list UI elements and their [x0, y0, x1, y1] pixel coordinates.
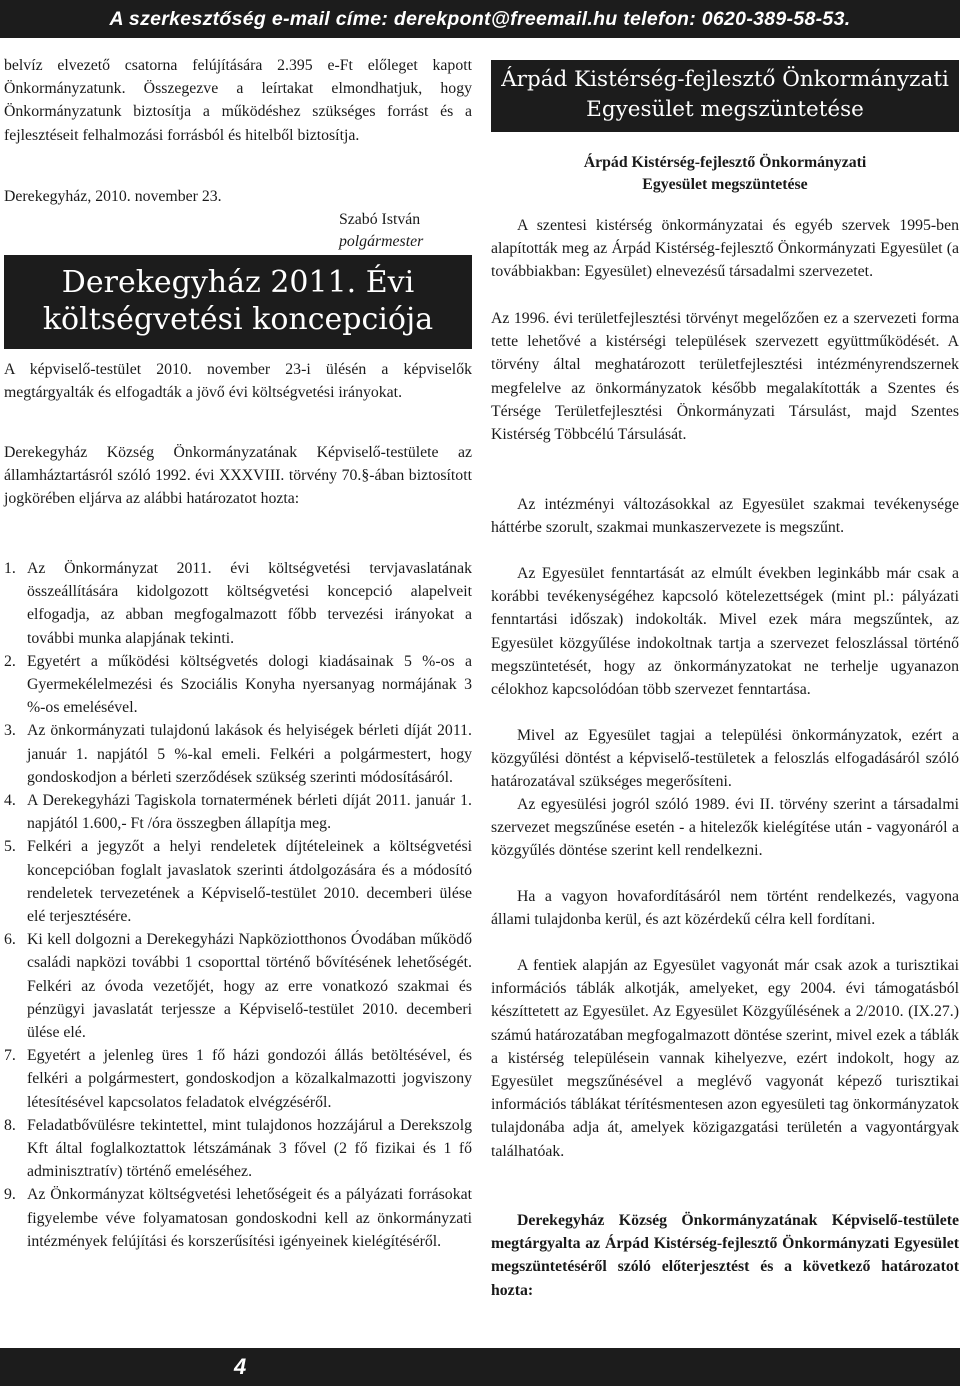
list-item: 7. Egyetért a jelenleg üres 1 fő házi gondozói állás betöltésével, és felkéri a polgármestert, gondoskodjon a közalkalmazotti jogviszony létesítésével kapcsolatos feladatok elvégzéséről. — [4, 1047, 472, 1111]
list-item: 3. Az önkormányzati tulajdonú lakások és helyiségek bérleti díját 2011. január 1. napjától 5 %-kal emeli. Felkéri a polgármestert, hogy gondoskodjon a bérleti szerződések szükség szerinti módosításáról. — [4, 722, 472, 786]
email-banner: A szerkesztőség e-mail címe: derekpont@freemail.hu telefon: 0620-389-58-53. — [0, 0, 960, 38]
list-item: 6. Ki kell dolgozni a Derekegyházi Napköziotthonos Óvodában működő családi napközi további 1 csoporttal történő bővítésének lehetőségét. Felkéri az óvoda vezetőjét, hogy az erre vonatkozó szakmai és pénzügyi javaslatát terjessze a Képviselő-testület 2010. decemberi ülése elé. — [4, 931, 472, 1042]
list-item: 8. Feladatbővülésre tekintettel, mint tulajdonos hozzájárul a Derekszolg Kft által foglalkoztattok létszámának 3 fővel (2 fő fizikai és 1 fő adminisztratív) történő emeléséhez. — [4, 1116, 472, 1181]
budget-intro-paragraph: A képviselő-testület 2010. november 23-i ülésén a képviselők megtárgyalták és elfogadták a jövő évi költségvetési irányokat. — [4, 361, 472, 402]
association-paragraph-5: Mivel az Egyesület tagjai a települési önkormányzatok, ezért a közgyűlési döntést a képviselő-testületek a feloszlás elfogadásáról szóló határozatával szükséges megerősíteni. — [491, 727, 959, 791]
association-heading: Árpád Kistérség-fejlesztő Önkormányzati Egyesület megszüntetése — [491, 60, 959, 132]
list-item: 1. Az Önkormányzat 2011. évi költségvetési tervjavaslatának összeállítására kidolgozott költségvetési koncepció alapelveit elfogadja, az abban megfogalmazott főbb tervezési irányokat a további munka alapjának tekinti. — [4, 560, 472, 647]
list-item: 2. Egyetért a működési költségvetés dologi kiadásainak 5 %-os a Gyermekélelmezési és Szociális Konyha nyersanyag normájának 3 %-os emelésével. — [4, 652, 472, 717]
signature-title: polgármester — [339, 233, 424, 250]
association-paragraph-4: Az Egyesület fenntartását az elmúlt években leginkább már csak a korábbi tevékenységéhez kapcsoló kötelezettségek (mint pl.: pályázati fenntartási időszak) indokolták. Mivel ezek mára megszűntek, az Egyesület közgyűlése indokoltnak tartja a szervezet feloszlással történő megszüntetését, hogy az önkormányzatokat ne terhelje ugyanazon célokhoz kapcsolódóan több szervezet fenntartása. — [491, 565, 959, 699]
association-paragraph-3: Az intézményi változásokkal az Egyesület szakmai tevékenysége háttérbe szorult, szakmai munkaszervezete is megszűnt. — [491, 496, 959, 537]
footer-bar — [0, 1348, 960, 1386]
association-resolution-intro: Derekegyház Község Önkormányzatának Képviselő-testülete megtárgyalta az Árpád Kistérség-fejlesztő Önkormányzati Egyesület megszüntetéséről szóló előterjesztést és a következő határozatot hozta: — [491, 1212, 959, 1299]
association-paragraph-8: A fentiek alapján az Egyesület vagyonát már csak azok a turisztikai információs táblák alkotják, amelyeket, egy 2004. évi támogatásból készíttetett az Egyesület. Az Egyesület Közgyűlésének a 2/2010. (IX.27.) számú határozatában megfogalmazott döntése szerint, mivel ezek a táblák a kistérség településein vannak kihelyezve, ezért indokolt, hogy az Egyesület megszűnésével a meglévő vagyonát képező turisztikai információs táblákat térítésmentesen azon egyesületi tag önkormányzatok tulajdonába adja át, amelyek közigazgatási területén a vagyontárgyak találhatóak. — [491, 957, 959, 1160]
list-item: 9. Az Önkormányzat költségvetési lehetőségeit és a pályázati forrásokat figyelembe véve folyamatosan gondoskodni kell az önkormányzati intézmények felújítási és korszerűsítési igényeinek kielégítéséről. — [4, 1186, 472, 1250]
budget-concept-heading: Derekegyház 2011. Évi költségvetési koncepciója — [4, 255, 472, 349]
association-paragraph-2: Az 1996. évi területfejlesztési törvényt megelőzően ez a szervezeti forma tette lehetővé a kistérségi települések szervezett együttműködését. A törvény által meghatározott területfejlesztési intézményrendszernek megfelelve az önkormányzatok később megalakították a Szentes és Térsége Területfejlesztési Önkormányzati Társulást, majd Szentes Kistérség Többcélú Társulását. — [491, 310, 959, 444]
signature-name: Szabó István — [339, 211, 421, 228]
resolution-preamble: Derekegyház Község Önkormányzatának Képviselő-testülete az államháztartásról szóló 1992. évi XXXVIII. törvény 70.§-ában biztosított jogkörében eljárva az alábbi határozatot hozta: — [4, 444, 472, 508]
date-line: Derekegyház, 2010. november 23. — [4, 188, 222, 205]
list-item: 4. A Derekegyházi Tagiskola tornatermének bérleti díját 2011. január 1. napjától 1.600,- Ft /óra összegben állapítja meg. — [4, 792, 472, 833]
intro-paragraph: belvíz elvezető csatorna felújítására 2.395 e-Ft előleget kapott Önkormányzatunk. Összegezve a leírtakat elmondhatjuk, hogy Önkormányzatunk biztosítja a működéshez szükséges forrást és a fejlesztéseit felhalmozási forrásból és hitelből biztosítja. — [4, 57, 472, 144]
list-item: 5. Felkéri a jegyzőt a helyi rendeletek díjtételeinek a költségvetési koncepcióban foglalt javaslatok szerinti átdolgozására és a módosító rendeletek tervezetének a Képviselő-testület 2010. decemberi ülése elé terjesztésére. — [4, 838, 472, 926]
resolution-items — [4, 557, 472, 1253]
association-paragraph-6: Az egyesülési jogról szóló 1989. évi II. törvény szerint a társadalmi szervezet megszűnése esetén - a hitelezők kielégítése után - vagyonáról a közgyűlés döntése szerint kell rendelkezni. — [491, 796, 959, 860]
association-paragraph-7: Ha a vagyon hovafordításáról nem történt rendelkezés, vagyona állami tulajdonba kerül, és azt közérdekű célra kell fordítani. — [491, 888, 959, 929]
association-subheading: Árpád Kistérség-fejlesztő Önkormányzati Egyesület megszüntetése — [583, 154, 867, 193]
association-paragraph-1: A szentesi kistérség önkormányzatai és egyéb szervek 1995-ben alapították meg az Árpád Kistérség-fejlesztő Önkormányzati Egyesület (a továbbiakban: Egyesület) elnevezésű társadalmi szervezetet. — [491, 217, 959, 281]
page-number: 4 — [234, 1354, 247, 1379]
